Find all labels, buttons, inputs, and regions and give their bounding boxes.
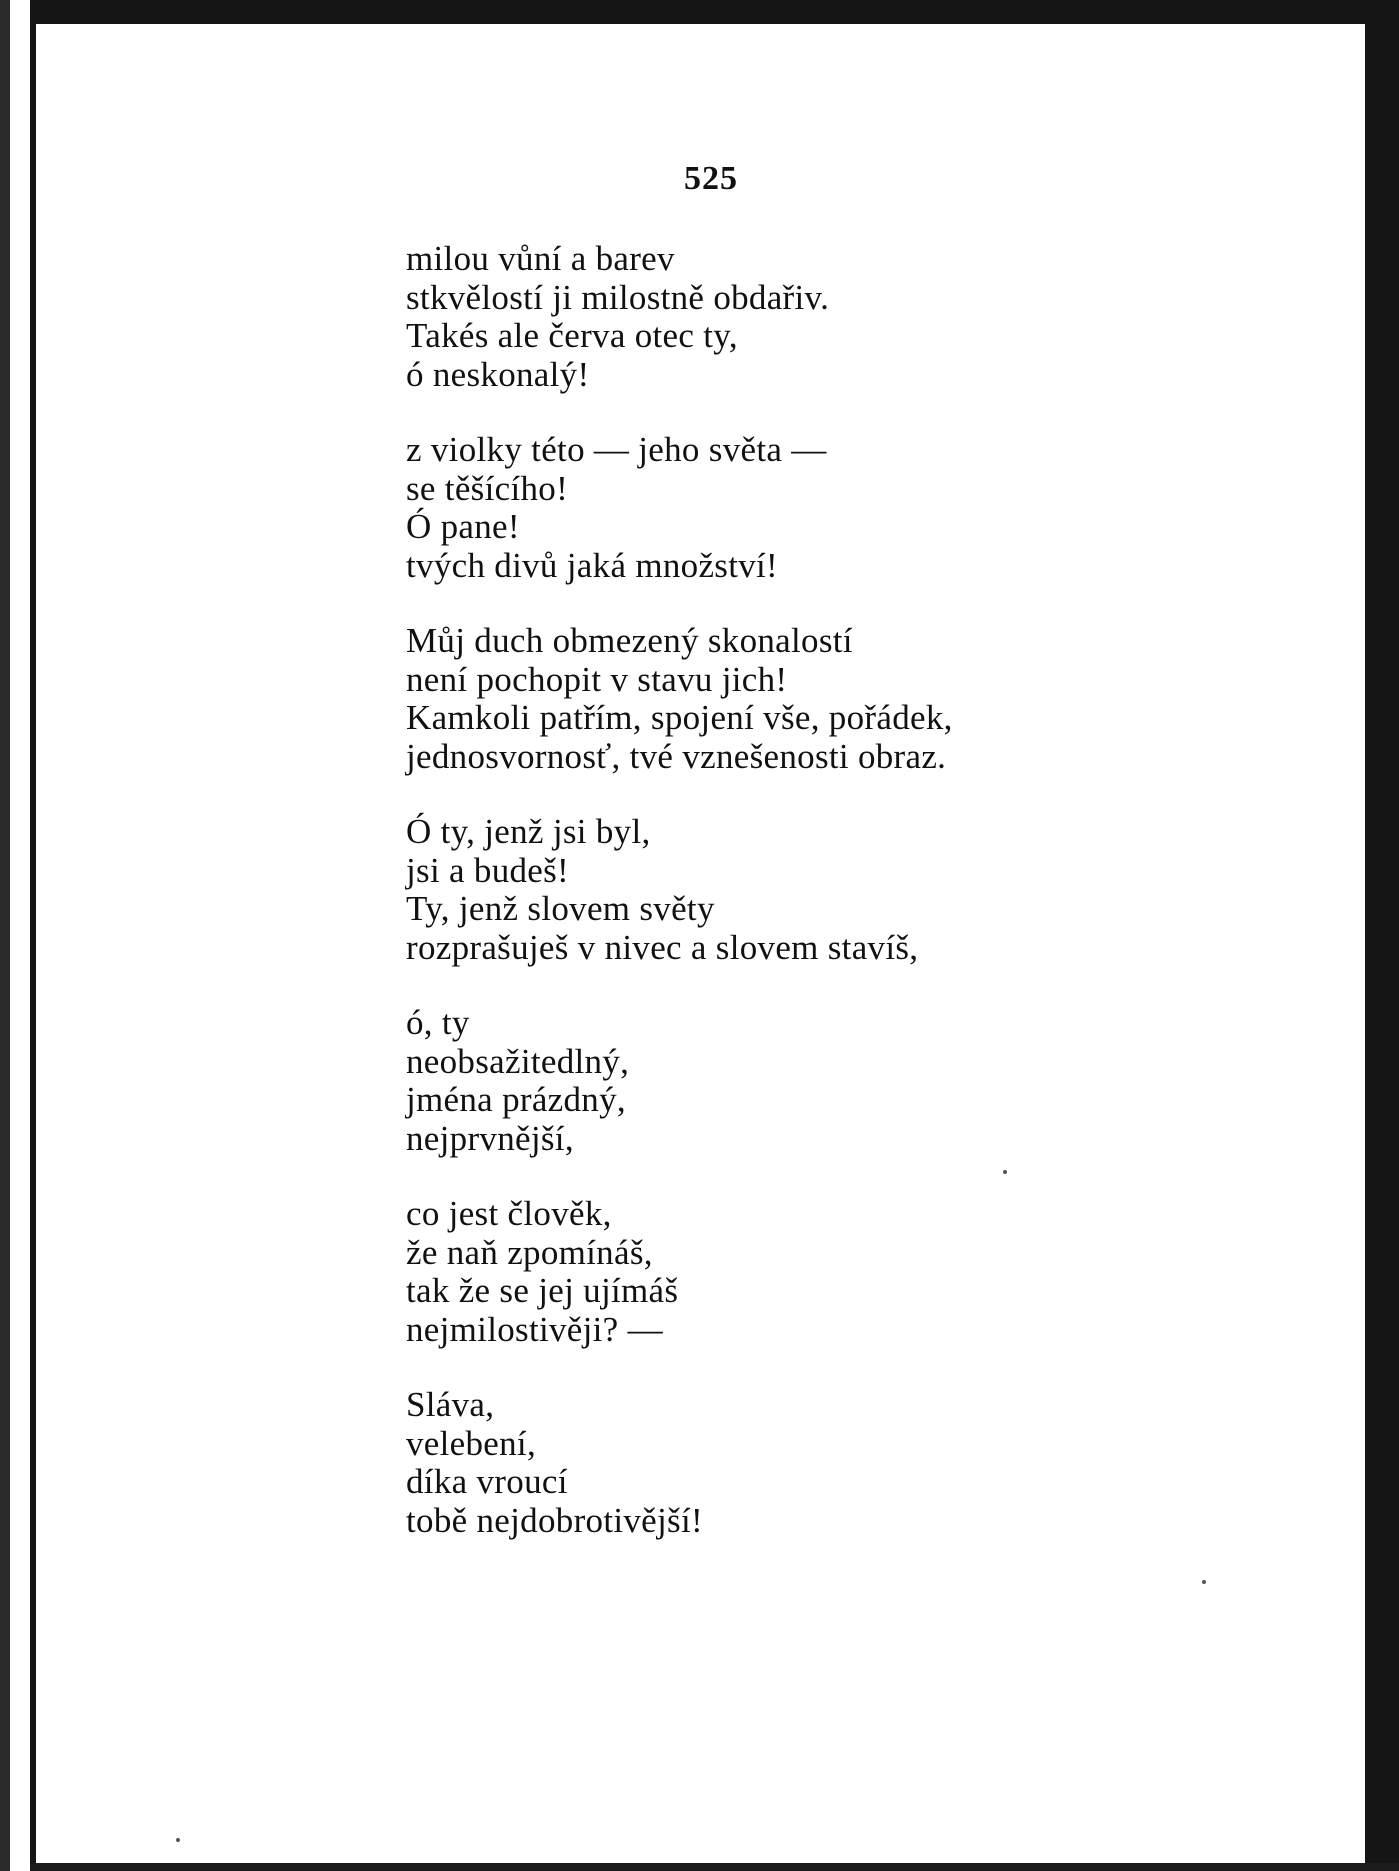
- scan-top-border: [30, 0, 1399, 24]
- poem-line: tvých divů jaká množství!: [406, 545, 779, 585]
- poem-line: Ó pane!: [406, 507, 520, 546]
- poem-line: z violky této — jeho světa —: [406, 430, 827, 469]
- poem-text: [406, 240, 953, 1577]
- poem-line: neobsažitedlný,: [406, 1041, 630, 1081]
- poem-line: milou vůní a barev: [406, 239, 675, 278]
- poem-line: jednosvornosť, tvé vznešenosti obraz.: [406, 736, 947, 776]
- scan-right-border: [1365, 0, 1399, 1871]
- poem-line: velebení,: [406, 1423, 537, 1463]
- stanza-5: [406, 1004, 953, 1158]
- poem-line: Kamkoli patřím, spojení vše, pořádek,: [406, 698, 953, 737]
- poem-line: ó neskonalý!: [406, 354, 590, 394]
- poem-line: není pochopit v stavu jich!: [406, 659, 788, 699]
- page-number: 525: [684, 160, 738, 197]
- poem-line: jména prázdný,: [406, 1080, 626, 1119]
- stanza-1: [406, 240, 953, 394]
- scan-speck: [1003, 1170, 1007, 1174]
- stanza-7: [406, 1386, 953, 1540]
- poem-line: že naň zpomínáš,: [406, 1232, 653, 1272]
- poem-line: ó, ty: [406, 1003, 470, 1042]
- poem-line: díka vroucí: [406, 1462, 568, 1501]
- stanza-4: [406, 813, 953, 967]
- stanza-2: [406, 431, 953, 585]
- book-binding-edge: [0, 0, 36, 1871]
- scan-speck: [176, 1838, 180, 1842]
- poem-line: rozprašuješ v nivec a slovem stavíš,: [406, 927, 919, 967]
- poem-line: nejprvnější,: [406, 1118, 574, 1158]
- poem-line: se těšícího!: [406, 468, 569, 508]
- poem-line: co jest člověk,: [406, 1194, 612, 1233]
- poem-line: Takés ale červa otec ty,: [406, 316, 738, 355]
- stanza-6: [406, 1195, 953, 1349]
- poem-line: Ó ty, jenž jsi byl,: [406, 812, 651, 851]
- poem-line: Můj duch obmezený skonalostí: [406, 621, 853, 660]
- poem-line: Sláva,: [406, 1385, 495, 1424]
- poem-line: jsi a budeš!: [406, 850, 570, 890]
- poem-line: stkvělostí ji milostně obdařiv.: [406, 277, 830, 317]
- scan-speck: [1202, 1580, 1206, 1584]
- poem-line: nejmilostivěji? —: [406, 1309, 663, 1349]
- poem-line: Ty, jenž slovem světy: [406, 889, 715, 928]
- stanza-3: [406, 622, 953, 776]
- poem-line: tobě nejdobrotivější!: [406, 1500, 703, 1540]
- scan-bottom-border: [30, 1863, 1399, 1871]
- poem-line: tak že se jej ujímáš: [406, 1271, 679, 1310]
